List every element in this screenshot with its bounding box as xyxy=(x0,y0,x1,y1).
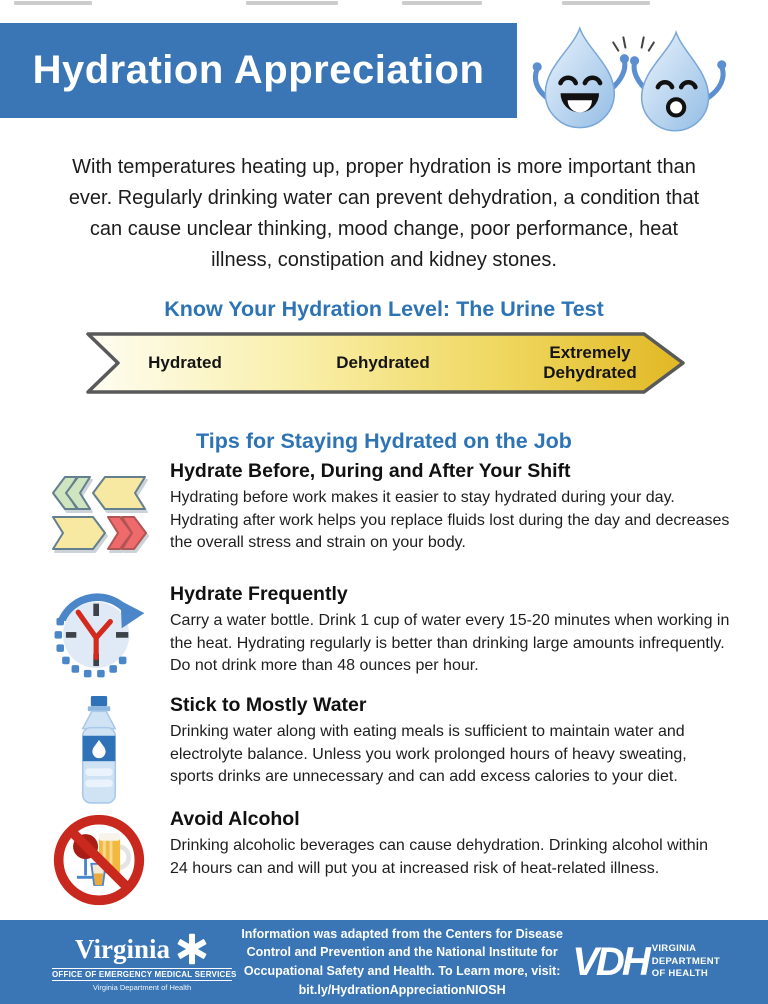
vdh-line-of-health: OF HEALTH xyxy=(651,968,709,980)
vdh-line-virginia: VIRGINIA xyxy=(651,943,697,955)
level-hydrated: Hydrated xyxy=(148,353,222,372)
tip-title: Stick to Mostly Water xyxy=(170,694,367,716)
ems-dept-label: Virginia Department of Health xyxy=(92,983,192,992)
virginia-wordmark: Virginia xyxy=(74,933,170,964)
level-dehydrated: Dehydrated xyxy=(336,353,430,372)
tip-body: Carry a water bottle. Drink 1 cup of water every 15-20 minutes when working in the heat. Hydrating regularly is better than drinking large amounts infrequently. Do not drink more than 48 ounces per hour. xyxy=(170,612,730,675)
no-alcohol-icon xyxy=(42,808,156,912)
star-of-life-icon xyxy=(175,932,209,966)
tip-body: Drinking water along with eating meals is sufficient to maintain water and electrolyte balance. Unless you work prolonged hours of heavy sweating, sports drinks are unnecessary and can add excess calories to your diet. xyxy=(170,723,687,786)
footer-attribution: Information was adapted from the Centers for Disease Control and Prevention and the National Institute for Occupational Safety and Health. To Learn more, visit: bit.ly/HydrationAppreciationNIOSH xyxy=(241,926,563,997)
tip-hydrate-before-during-after xyxy=(42,460,730,564)
vdh-line-department: DEPARTMENT xyxy=(651,955,720,967)
tip-avoid-alcohol xyxy=(42,808,730,912)
ems-office-label: OFFICE OF EMERGENCY MEDICAL SERVICES xyxy=(52,970,237,979)
tip-body: Drinking alcoholic beverages can cause dehydration. Drinking alcohol within 24 hours can and will put you at increased risk of heat-related illness. xyxy=(170,837,709,877)
tip-hydrate-frequently xyxy=(42,583,730,687)
hydration-scale xyxy=(86,332,686,394)
tip-title: Hydrate Frequently xyxy=(170,583,348,605)
tip-stick-to-mostly-water xyxy=(42,694,730,798)
water-bottle-icon xyxy=(42,694,156,798)
title-banner xyxy=(0,23,517,118)
vdh-logo xyxy=(572,942,720,982)
tip-body: Hydrating before work makes it easier to stay hydrated during your day. Hydrating after work helps you replace fluids lost during the day and decreases the overall stress and strain on your body. xyxy=(170,489,730,552)
clock-icon xyxy=(42,583,156,687)
urine-test-heading: Know Your Hydration Level: The Urine Test xyxy=(164,297,604,321)
tips-heading: Tips for Staying Hydrated on the Job xyxy=(196,429,572,453)
tip-title: Hydrate Before, During and After Your Shift xyxy=(170,460,571,482)
tip-title: Avoid Alcohol xyxy=(170,808,300,830)
virginia-ems-logo xyxy=(52,932,237,992)
intro-paragraph: With temperatures heating up, proper hydration is more important than ever. Regularly drinking water can prevent dehydration, a condition that can cause unclear thinking, mood change, poor performance, heat illness, constipation and kidney stones. xyxy=(68,156,700,271)
vdh-wordmark: VDH xyxy=(572,940,648,984)
level-extremely-dehydrated: Extremely Dehydrated xyxy=(543,342,637,382)
high-five-water-drops-icon xyxy=(522,24,740,134)
chevron-arrows-icon xyxy=(42,460,156,564)
page-title: Hydration Appreciation xyxy=(32,48,485,92)
footer xyxy=(0,920,768,1004)
